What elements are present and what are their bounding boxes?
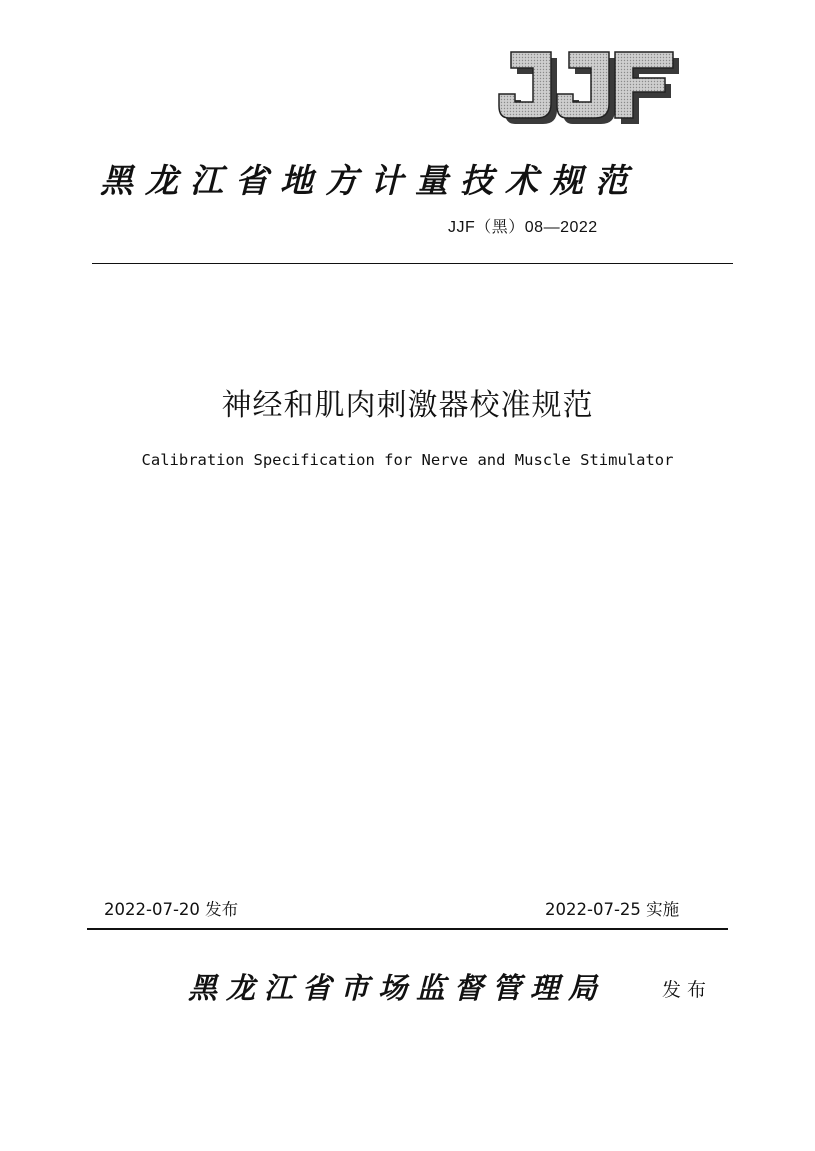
jjf-logo: [497, 50, 682, 130]
publisher-name: 黑龙江省市场监督管理局: [188, 971, 607, 1005]
issue-date: 2022-07-20 发布: [104, 900, 239, 919]
top-divider: [92, 263, 733, 264]
bottom-divider: [87, 928, 728, 930]
page-title: 神经和肌肉刺激器校准规范: [221, 388, 594, 423]
document-number: JJF（黑）08—2022: [448, 219, 598, 236]
implementation-date: 2022-07-25 实施: [545, 900, 680, 919]
publish-label: 发布: [662, 979, 713, 1001]
english-subtitle: Calibration Specification for Nerve and Muscle Stimulator: [141, 451, 674, 469]
issuer-title: 黑龙江省地方计量技术规范: [100, 161, 640, 200]
